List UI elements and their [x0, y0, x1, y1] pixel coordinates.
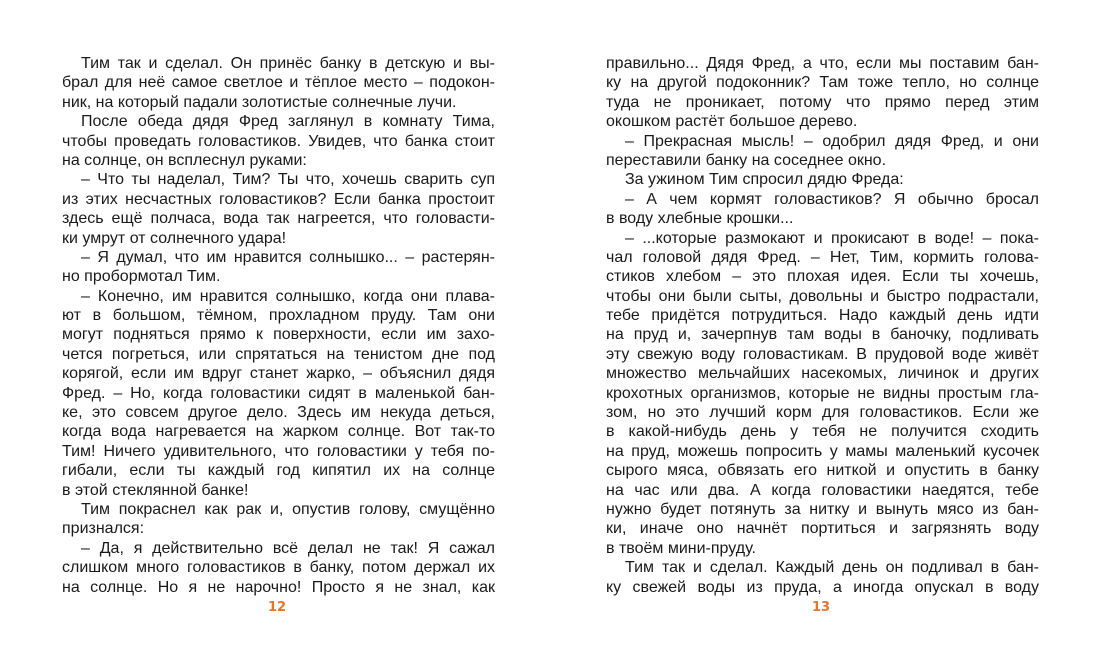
text-line: брал для неё самое светлое и тёплое место – подокон- — [62, 74, 495, 92]
text-line: Фред. – Но, когда головастики сидят в маленькой бан- — [62, 384, 495, 402]
text-line: нужно будет потянуть за нитку и вынуть мясо из бан- — [606, 500, 1039, 518]
text-line: – Я думал, что им нравится солнышко... – растерян- — [81, 248, 495, 266]
text-line: но пробормотал Тим. — [62, 268, 221, 286]
text-line: в этой стеклянной банке! — [62, 481, 249, 499]
text-line: Тим! Ничего удивительного, что головастики у тебя по- — [62, 442, 495, 460]
text-line: множество мельчайших насекомых, личинок и других — [606, 365, 1039, 383]
right-page-text — [606, 54, 1039, 597]
left-page-number: 12 — [267, 600, 287, 615]
text-line: слишком много головастиков в банку, потом держал их — [62, 559, 495, 577]
text-line: эту свежую воду головастикам. В прудовой воде живёт — [606, 345, 1039, 363]
text-line: ке, это совсем другое дело. Здесь им некуда деться, — [62, 404, 495, 422]
text-line: туда не проникает, потому что прямо перед этим — [606, 93, 1039, 111]
text-line: ки умрут от солнечного удара! — [62, 229, 287, 247]
text-line: на солнце. Но я не нарочно! Просто я не знал, как — [62, 578, 495, 596]
text-line: могут подняться прямо к поверхности, если им захо- — [62, 326, 495, 344]
text-line: Тим так и сделал. Он принёс банку в детскую и вы- — [81, 55, 495, 72]
text-line: на пруд, можешь попросить у мамы маленький кусочек — [606, 442, 1039, 460]
text-line: стиков хлебом – это плохая идея. Если ты хочешь, — [606, 268, 1039, 286]
text-line: корягой, если им вдруг станет жарко, – объяснил дядя — [62, 365, 495, 383]
text-line: в воду хлебные крошки... — [606, 210, 794, 228]
text-line: в твоём мини-пруду. — [606, 539, 756, 557]
text-line: ют в большом, тёмном, прохладном пруду. Там они — [62, 307, 495, 325]
right-page-number: 13 — [811, 600, 831, 615]
text-line: переставили банку на соседнее окно. — [606, 151, 887, 169]
text-line: ник, на который падали золотистые солнечные лучи. — [62, 93, 457, 111]
text-line: ку на другой подоконник? Там тоже тепло, но солнце — [606, 74, 1039, 92]
text-line: здесь ещё полчаса, вода так нагреется, что головасти- — [62, 210, 495, 228]
text-line: – ...которые размокают и прокисают в воде! – пока- — [625, 229, 1039, 247]
text-line: признался: — [62, 520, 145, 538]
left-page-text — [62, 54, 495, 597]
text-line: чтобы они были сыты, довольны и быстро подрастали, — [606, 287, 1039, 305]
text-line: – А чем кормят головастиков? Я обычно бросал — [625, 190, 1039, 208]
text-line: чется погреться, или спрятаться на тенистом дне под — [62, 345, 495, 363]
text-line: – Конечно, им нравится солнышко, когда они плава- — [81, 287, 495, 305]
text-line: чал головой дядя Фред. – Нет, Тим, кормить голова- — [606, 248, 1039, 266]
text-line: сырого мяса, обвязать его ниткой и опустить в банку — [606, 462, 1039, 480]
text-line: – Прекрасная мысль! – одобрил дядя Фред, и они — [625, 132, 1039, 150]
text-line: Тим покраснел как рак и, опустив голову, смущённо — [81, 500, 495, 518]
text-line: крохотных организмов, которые не видны простым гла- — [606, 384, 1039, 402]
text-line: когда вода нагревается на жарком солнце. Вот так-то — [62, 423, 495, 441]
text-line: на солнце, он всплеснул руками: — [62, 151, 307, 169]
text-line: гибали, если ты каждый год кипятил их на солнце — [62, 462, 495, 480]
text-line: После обеда дядя Фред заглянул в комнату Тима, — [81, 113, 495, 131]
text-line: из этих несчастных головастиков? Если банка простоит — [62, 190, 495, 208]
text-line: ку свежей воды из пруда, а иногда опускал в воду — [606, 578, 1039, 596]
text-line: тебе придётся потрудиться. Надо каждый день идти — [606, 307, 1039, 325]
text-line: в какой-нибудь день у тебя не получится сходить — [606, 423, 1039, 441]
text-line: ки, иначе оно начнёт портиться и загрязнять воду — [606, 520, 1039, 538]
text-line: окошком растёт большое дерево. — [606, 113, 858, 131]
text-line: правильно... Дядя Фред, а что, если мы поставим бан- — [606, 55, 1039, 72]
text-line: зом, но это лучший корм для головастиков. Если же — [606, 404, 1039, 422]
text-line: За ужином Тим спросил дядю Фреда: — [625, 171, 904, 189]
text-line: Тим так и сделал. Каждый день он подливал в бан- — [625, 559, 1039, 577]
text-line: – Что ты наделал, Тим? Ты что, хочешь сварить суп — [81, 171, 495, 189]
text-line: – Да, я действительно всё делал не так! Я сажал — [81, 539, 495, 557]
text-line: чтобы проведать головастиков. Увидев, что банка стоит — [62, 132, 495, 150]
text-line: на час или два. А когда головастики наедятся, тебе — [606, 481, 1039, 499]
text-line: на пруд и, зачерпнув там воды в баночку, подливать — [606, 326, 1039, 344]
